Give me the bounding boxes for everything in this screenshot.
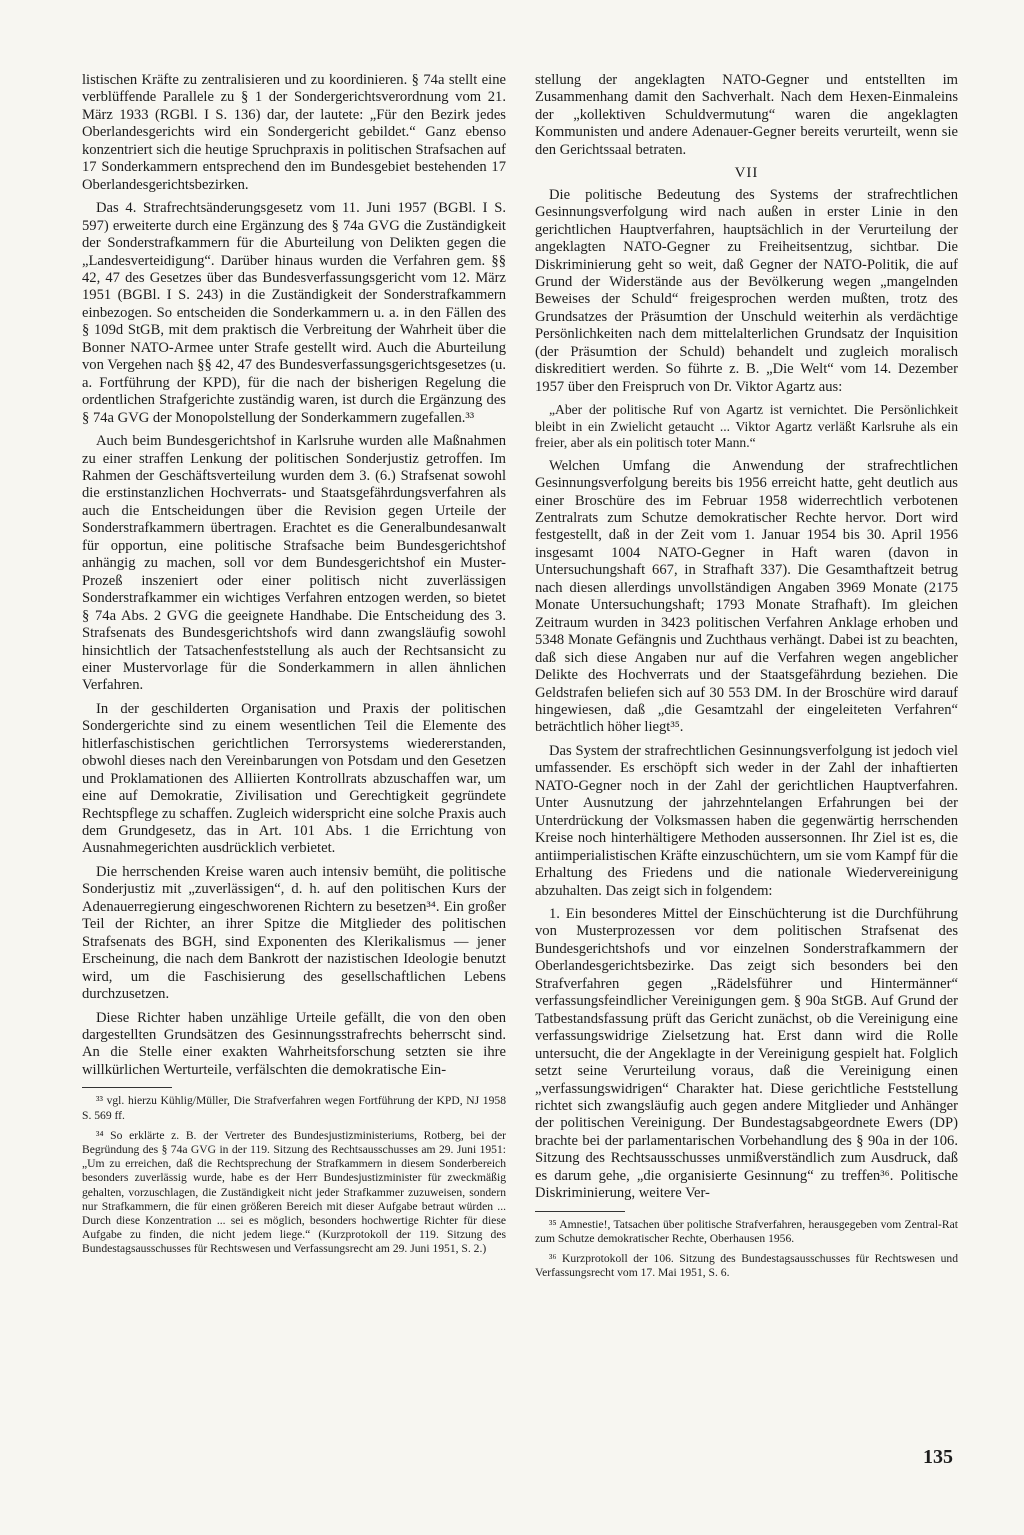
page-number: 135 bbox=[923, 1446, 953, 1468]
block-quote: „Aber der politische Ruf von Agartz ist vernichtet. Die Persönlichkeit bleibt in ein Zwielicht getaucht ... Viktor Agartz verläßt Karlsruhe als ein freier, aber als ein politisch toter Mann.“ bbox=[535, 402, 958, 451]
footnote-36: ³⁶ Kurzprotokoll der 106. Sitzung des Bundestagsausschusses für Rechtswesen und Verfassungsrecht vom 17. Mai 1951, S. 6. bbox=[535, 1252, 958, 1280]
body-paragraph: Das 4. Strafrechtsänderungsgesetz vom 11. Juni 1957 (BGBl. I S. 597) erweiterte durch eine Ergänzung des § 74a GVG die Zuständigkeit der Sonderstrafkammern für die Aburteilung von Delikten gegen die „Landesverteidigung“. Darüber hinaus wurden die Verfahren gem. §§ 42, 47 des Gesetzes über das Bundesverfassungsgericht vom 12. März 1951 (BGBl. I S. 243) in die Zuständigkeit der Sonderstrafkammern einbezogen. So entscheiden die Sonderkammern u. a. in den Fällen des § 109d StGB, mit dem praktisch die Verbreitung der Wahrheit über die Bonner NATO-Armee unter Strafe gestellt wird. Auch die Aburteilung von Vergehen nach §§ 42, 47 des Bundesverfassungsgerichtsgesetzes (u. a. Fortführung der KPD), für die nach der bisherigen Regelung die ordentlichen Strafgerichte zuständig waren, ist durch die Ergänzung des § 74a GVG der Monopolstellung der Sonderkammern zugefallen.³³ bbox=[82, 200, 506, 426]
body-paragraph: Auch beim Bundesgerichtshof in Karlsruhe wurden alle Maßnahmen zu einer straffen Lenkung der politischen Sonderjustiz getroffen. Im Rahmen der Geschäftsverteilung wurden dem 3. (6.) Strafsenat sowohl die erstinstanzlichen Hochverrats- und Staatsgefährdungsverfahren als auch die Entscheidungen über die Revision gegen Urteile der Sonderstrafkammern übertragen. Erachtet es die Generalbundesanwalt für opportun, eine politische Strafsache beim Bundesgerichtshof anhängig zu machen, soll vor dem Bundesgerichtshof ein Muster-Prozeß inszeniert oder einer politisch nicht zuverlässigen Sonderstrafkammer ein wichtiges Verfahren entzogen werden, so bietet § 74a Abs. 2 GVG die geeignete Handhabe. Die Entscheidung des 3. Strafsenats des Bundesgerichtshofs wird dann zwangsläufig sowohl hinsichtlich der Tatsachenfeststellung als auch der Rechtsansicht zu einer Mustervorlage für die Sonderkammern in allen ähnlichen Verfahren. bbox=[82, 433, 506, 694]
body-paragraph: Die politische Bedeutung des Systems der strafrechtlichen Gesinnungsverfolgung wird nach außen in erster Linie in den gerichtlichen Hauptverfahren, hauptsächlich in der Verurteilung der angeklagten NATO-Gegner zu Freiheitsentzug, sichtbar. Die Diskriminierung geht so weit, daß Gegner der NATO-Politik, die auf Grund der Widerstände aus der Bevölkerung wegen „mangelnden Beweises der Schuld“ freigesprochen werden mußten, trotz des Grundsatzes der Präsumtion der Unschuld weiterhin als verdächtige Persönlichkeiten nach dem mittelalterlichen Grundsatz der Inquisition (der Präsumtion der Schuld) behandelt und zugleich moralisch diskreditiert werden. So führte z. B. „Die Welt“ vom 14. Dezember 1957 über den Freispruch von Dr. Viktor Agartz aus: bbox=[535, 186, 958, 395]
left-column bbox=[82, 72, 506, 1263]
right-column bbox=[535, 72, 958, 1287]
body-paragraph: Das System der strafrechtlichen Gesinnungsverfolgung ist jedoch viel umfassender. Es erschöpft sich weder in der Zahl der inhaftierten NATO-Gegner noch in der Zahl der gerichtlichen Hauptverfahren. Unter Ausnutzung der jahrzehntelangen Erfahrungen bei der Unterdrückung der Volksmassen haben die gegenwärtig herrschenden Kreise noch hinterhältigere Methoden aussersonnen. Ihr Ziel ist es, die antiimperialistischen Kräfte einzuschüchtern, um sie vom Kampf für die Erhaltung des Friedens und die nationale Wiedervereinigung abzuhalten. Das zeigt sich in folgendem: bbox=[535, 742, 958, 899]
footnote-35: ³⁵ Amnestie!, Tatsachen über politische Strafverfahren, herausgegeben vom Zentral-Rat zum Schutze demokratischer Rechte, Oberhausen 1956. bbox=[535, 1217, 958, 1245]
footnote-divider bbox=[535, 1211, 625, 1212]
body-paragraph: Die herrschenden Kreise waren auch intensiv bemüht, die politische Sonderjustiz mit „zuverlässigen“, d. h. auf den politischen Kurs der Adenauerregierung eingeschworenen Richtern zu besetzen³⁴. Ein großer Teil der Richter, an ihrer Spitze die Mitglieder des politischen Strafsenats des BGH, sind Exponenten des Klerikalismus — jener Erscheinung, die nach dem Bankrott der nazistischen Ideologie benutzt wird, um die Faschisierung des gesellschaftlichen Lebens durchzusetzen. bbox=[82, 863, 506, 1003]
body-paragraph: Diese Richter haben unzählige Urteile gefällt, die von den oben dargestellten Grundsätzen des Gesinnungsstrafrechts beherrscht sind. An die Stelle einer exakten Wahrheitsforschung setzten sie ihre willkürlichen Werturteile, verfälschten die demokratische Ein- bbox=[82, 1009, 506, 1078]
body-paragraph: In der geschilderten Organisation und Praxis der politischen Sondergerichte sind zu einem wesentlichen Teil die Elemente des hitlerfaschistischen gerichtlichen Terrorsystems wiedererstanden, obwohl dieses nach den Vereinbarungen von Potsdam und den Gesetzen und Proklamationen des Alliierten Kontrollrats abzuschaffen war, um eine auf Demokratie, Zivilisation und Gerechtigkeit gegründete Rechtspflege zu schaffen. Zugleich widerspricht eine solche Praxis auch dem Grundgesetz, das in Art. 101 Abs. 1 die Errichtung von Ausnahmegerichten ausdrücklich verbietet. bbox=[82, 700, 506, 857]
body-paragraph: stellung der angeklagten NATO-Gegner und entstellten im Zusammenhang damit den Sachverhalt. Nach dem Hexen-Einmaleins der „kollektiven Schuldvermutung“ waren die angeklagten Kommunisten und andere Adenauer-Gegner bereits verurteilt, wenn sie den Gerichtssaal betraten. bbox=[535, 72, 958, 158]
footnote-divider bbox=[82, 1087, 172, 1088]
section-heading: VII bbox=[734, 165, 759, 182]
body-paragraph: Welchen Umfang die Anwendung der strafrechtlichen Gesinnungsverfolgung bereits bis 1956 erreicht hatte, geht deutlich aus einer Broschüre des im Februar 1958 widerrechtlich verbotenen Zentralrats zum Schutze demokratischer Rechte hervor. Dort wird festgestellt, daß in der Zeit vom 1. Januar 1954 bis 30. April 1956 insgesamt 1004 NATO-Gegner in Haft waren (davon in Untersuchungshaft 667, in Strafhaft 337). Die Gesamthaftzeit betrug nach diesen allerdings unvollständigen Angaben 3969 Monate (2175 Monate Untersuchungshaft; 1793 Monate Strafhaft). Im gleichen Zeitraum wurden in 3423 politischen Verfahren Anklage erhoben und 5348 Monate Gefängnis und Zuchthaus verhängt. Dabei ist zu beachten, daß sich diese Angaben nur auf die Verfahren wegen angeblicher Delikte des Hochverrats und der Staatsgefährdung beziehen. Die Geldstrafen beliefen sich auf 30 553 DM. In der Broschüre wird darauf hingewiesen, daß „die Gesamtzahl der eingeleiteten Verfahren“ beträchtlich höher liegt³⁵. bbox=[535, 457, 958, 736]
footnote-34: ³⁴ So erklärte z. B. der Vertreter des Bundesjustizministeriums, Rotberg, bei der Begründung des § 74a GVG in der 119. Sitzung des Rechtsausschusses am 29. Juni 1951: „Um zu erreichen, daß die Rechtsprechung der Strafkammern in diesem Sonderbereich besonders zuverlässig wurde, habe es der Herr Bundesjustizminister für zweckmäßig gehalten, vorzuschlagen, die Zuständigkeit nicht jeder Strafkammer zuzuweisen, sondern nur Strafkammern, die für einen größeren Bereich mit dieser Aufgabe betraut würden ... Durch diese Konzentration ... sei es möglich, besonders hochwertige Richter für diese Aufgabe zu finden, die nicht jedem liege.“ (Kurzprotokoll der 119. Sitzung des Bundestagsausschusses für Rechtswesen und Verfassungsrecht am 29. Juni 1951, S. 2.) bbox=[82, 1128, 506, 1256]
body-paragraph: 1. Ein besonderes Mittel der Einschüchterung ist die Durchführung von Musterprozessen vor dem politischen Strafsenat des Bundesgerichtshofs und vor einzelnen Sonderstrafkammern der Oberlandesgerichtsbezirke. Das zeigt sich besonders bei den Strafverfahren gegen „Rädelsführer und Hintermänner“ verfassungsfeindlicher Vereinigungen gem. § 90a StGB. Auf Grund der Tatbestandsfassung prüft das Gericht zunächst, ob die Vereinigung eine verfassungswidrige Zielsetzung hat. Erst dann wird die Rolle untersucht, die der Angeklagte in der Vereinigung gespielt hat. Folglich setzt seine Verurteilung voraus, daß die Vereinigung einen „verfassungswidrigen“ Charakter hat. Diese gerichtliche Feststellung richtet sich zwangsläufig auch gegen andere Mitglieder und Anhänger der politischen Vereinigung. Der Bundestagsabgeordnete Ewers (DP) brachte bei der parlamentarischen Vorbehandlung des § 90a in der 106. Sitzung des Rechtsausschusses unmißverständlich zum Ausdruck, daß es darum gehe, „die organisierte Gesinnung“ zu treffen³⁶. Politische Diskriminierung, weitere Ver- bbox=[535, 905, 958, 1202]
body-paragraph: listischen Kräfte zu zentralisieren und zu koordinieren. § 74a stellt eine verblüffende Parallele zu § 1 der Sondergerichtsverordnung vom 21. März 1933 (RGBl. I S. 136) dar, der lautete: „Für den Bezirk jedes Oberlandesgerichts wird ein Sondergericht gebildet.“ Ganz ebenso konzentriert sich die heutige Spruchpraxis in politischen Strafsachen auf 17 Sonderkammern entsprechend den im Bundesgebiet bestehenden 17 Oberlandesgerichtsbezirken. bbox=[82, 72, 506, 193]
footnote-33: ³³ vgl. hierzu Kühlig/Müller, Die Strafverfahren wegen Fortführung der KPD, NJ 1958 S. 569 ff. bbox=[82, 1094, 506, 1122]
